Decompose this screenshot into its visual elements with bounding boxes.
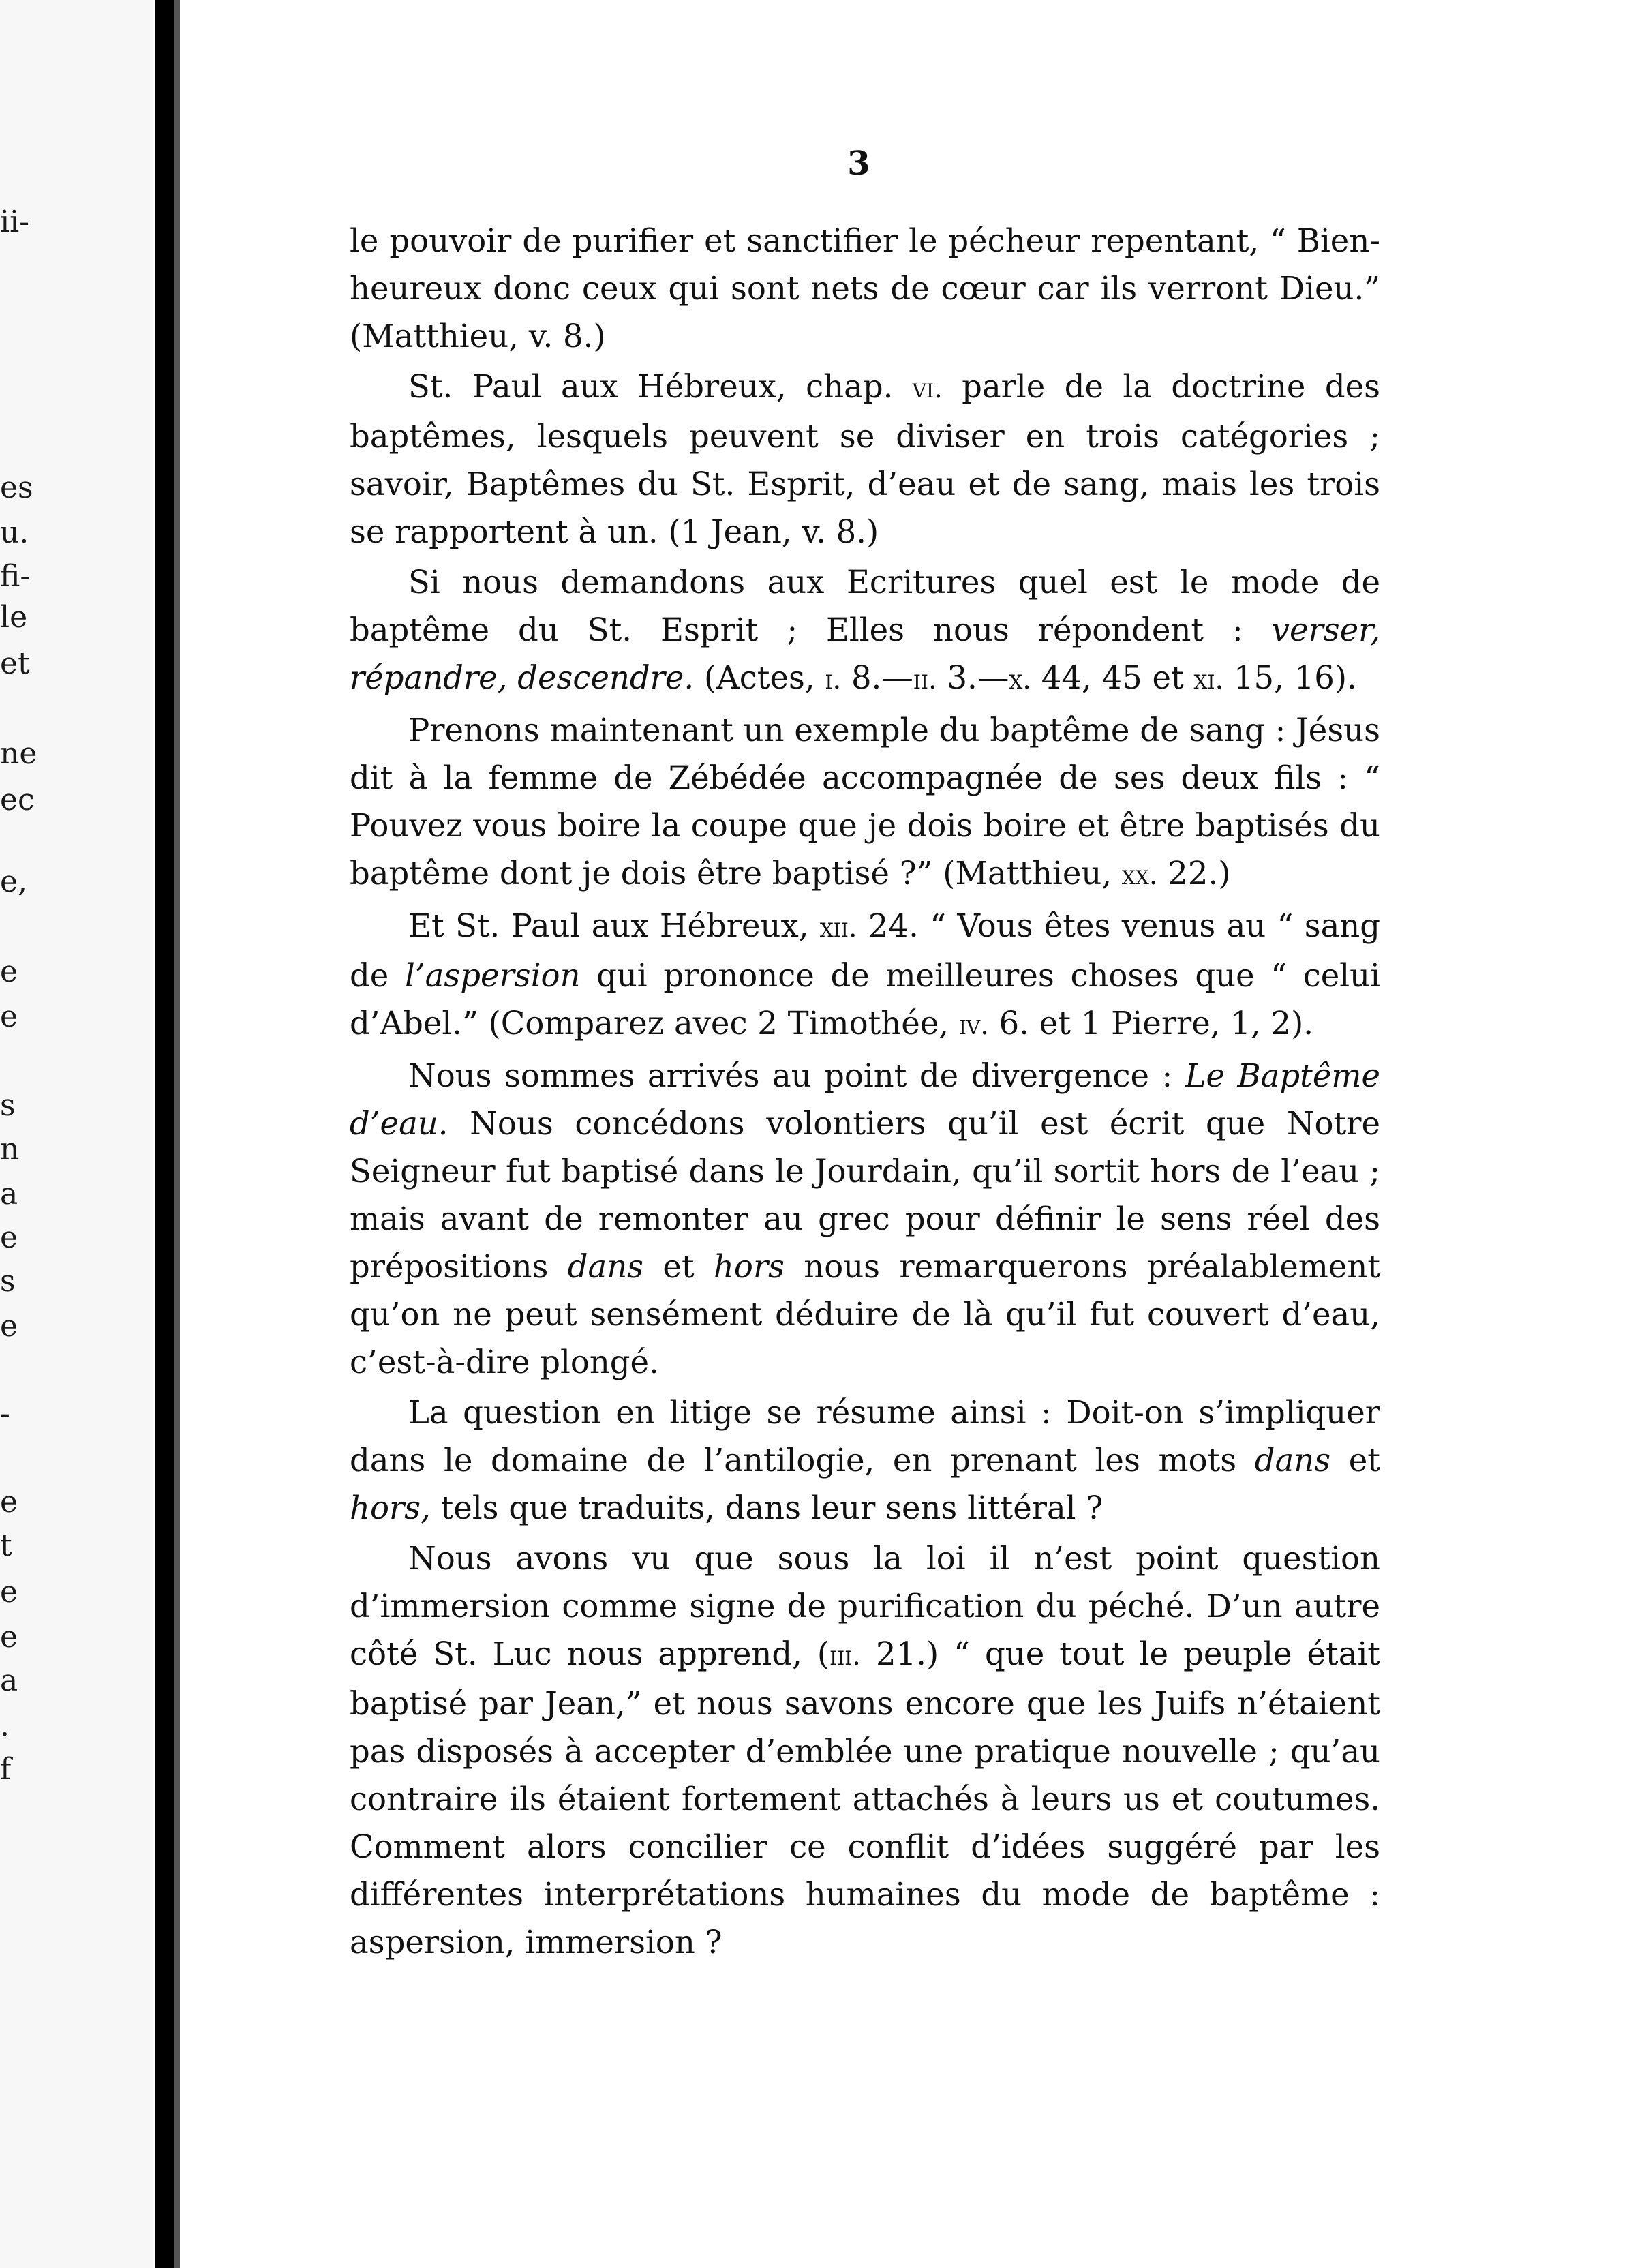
text-run: et bbox=[643, 1248, 714, 1285]
text-run: et bbox=[1330, 1442, 1380, 1479]
italic-text: verser, répandre, descendre. bbox=[350, 611, 1380, 696]
facing-page-fragment: n bbox=[0, 1132, 20, 1166]
text-run: 24. “ Vous êtes venus au “ sang de bbox=[350, 907, 1381, 994]
text-run: qui prononce de meilleures choses que “ celui d’Abel.” (Comparez avec 2 Timothée, bbox=[350, 957, 1380, 1042]
facing-page-fragment: e bbox=[0, 1220, 18, 1255]
roman-numeral: xx. bbox=[1121, 860, 1158, 891]
text-run: 21.) “ que tout le peuple était baptisé par Jean,” et nous savons encore que les Juifs n’étaient pas disposés à accepter d’emblée une pratique nouvelle ; qu’au contraire ils étaient fortement attachés à leurs us et coutumes. Comment alors concilier ce conflit d’idées suggéré par les différentes interprétations humaines du mode de baptême : aspersion, immersion ? bbox=[350, 1635, 1380, 1961]
facing-page-fragment: le bbox=[0, 600, 28, 635]
italic-text: hors, bbox=[350, 1490, 431, 1526]
facing-page-fragment: . bbox=[0, 1708, 10, 1743]
paragraph bbox=[350, 558, 1380, 704]
text-run: 6. et 1 Pierre, 1, 2). bbox=[988, 1005, 1314, 1042]
roman-numeral: x. bbox=[1009, 664, 1031, 695]
paragraph bbox=[350, 217, 1380, 360]
text-run: La question en litige se résume ainsi : Doit-on s’impliquer dans le domaine de l’antilogie, en prenant les mots bbox=[350, 1394, 1380, 1479]
roman-numeral: ii. bbox=[913, 664, 937, 695]
text-run: Nous avons vu que sous la loi il n’est point question d’immersion comme signe de purification du péché. D’un autre côté St. Luc nous apprend, ( bbox=[350, 1540, 1380, 1672]
facing-page-fragment: ii- bbox=[0, 205, 30, 239]
facing-page-fragment: e bbox=[0, 1309, 18, 1344]
binding-gutter bbox=[155, 0, 174, 2268]
italic-text: Le Baptême d’eau. bbox=[350, 1057, 1380, 1142]
facing-page-text-fragments bbox=[0, 0, 153, 2268]
text-run: 44, 45 et bbox=[1031, 659, 1194, 696]
facing-page-fragment: ec bbox=[0, 783, 35, 817]
facing-page-fragment: e bbox=[0, 1485, 18, 1519]
roman-numeral: vi. bbox=[912, 373, 943, 404]
text-run: Prenons maintenant un exemple du baptême de sang : Jésus dit à la femme de Zébédée accompagnée de ses deux fils : “ Pouvez vous boire la coupe que je dois boire et être baptisés du baptême dont je dois être baptisé ?” (Matthieu, bbox=[350, 712, 1380, 892]
roman-numeral: iii. bbox=[829, 1640, 861, 1672]
italic-text: dans bbox=[1254, 1442, 1331, 1479]
facing-page-fragment: es bbox=[0, 470, 33, 505]
facing-page-fragment: s bbox=[0, 1264, 16, 1299]
roman-numeral: xi. bbox=[1193, 664, 1224, 695]
facing-page-fragment: e bbox=[0, 1575, 18, 1609]
paragraph bbox=[350, 1052, 1380, 1386]
text-run: 22.) bbox=[1157, 855, 1231, 892]
facing-page-fragment: a bbox=[0, 1177, 18, 1211]
facing-page-fragment: ne bbox=[0, 736, 37, 771]
facing-page-fragment: - bbox=[0, 1396, 10, 1431]
text-run: 8.— bbox=[841, 659, 913, 696]
text-run: nous remarquerons préalablement qu’on ne peut sensément déduire de là qu’il fut couvert d’eau, c’est-à-dire plongé. bbox=[350, 1248, 1380, 1380]
text-run: Nous sommes arrivés au point de divergence : bbox=[408, 1057, 1185, 1094]
roman-numeral: i. bbox=[825, 664, 842, 695]
facing-page-fragment: s bbox=[0, 1088, 16, 1123]
text-run: 15, 16). bbox=[1223, 659, 1357, 696]
text-run: (Actes, bbox=[694, 659, 825, 696]
page-number: 3 bbox=[847, 145, 870, 183]
facing-page-fragment: t bbox=[0, 1528, 12, 1563]
paragraph bbox=[350, 363, 1380, 556]
body-text bbox=[350, 217, 1380, 1969]
paragraph bbox=[350, 1389, 1380, 1532]
paragraph bbox=[350, 706, 1380, 899]
italic-text: hors bbox=[713, 1248, 785, 1285]
facing-page-fragment: e, bbox=[0, 864, 28, 899]
text-run: tels que traduits, dans leur sens littéral ? bbox=[430, 1490, 1103, 1526]
text-run: parle de la doctrine des baptêmes, lesquels peuvent se diviser en trois catégories ; savoir, Baptêmes du St. Esprit, d’eau et de sang, mais les trois se rapportent à un. (1 Jean, v. 8.) bbox=[350, 368, 1380, 550]
facing-page-fragment: e bbox=[0, 954, 18, 989]
gutter-shadow bbox=[174, 0, 180, 2268]
facing-page-fragment: a bbox=[0, 1663, 18, 1698]
facing-page-fragment: e bbox=[0, 1620, 18, 1654]
text-run: Nous concédons volontiers qu’il est écrit que Notre Seigneur fut baptisé dans le Jourdain, qu’il sortit hors de l’eau ; mais avant de remonter au grec pour définir le sens réel des prépositions bbox=[350, 1105, 1380, 1285]
roman-numeral: iv. bbox=[958, 1010, 989, 1041]
paragraph bbox=[350, 902, 1380, 1049]
roman-numeral: xii. bbox=[819, 912, 857, 943]
facing-page-fragment: u. bbox=[0, 515, 29, 550]
facing-page-fragment: f bbox=[0, 1752, 12, 1787]
paragraph bbox=[350, 1534, 1380, 1966]
text-run: St. Paul aux Hébreux, chap. bbox=[408, 368, 913, 405]
text-run: 3.— bbox=[937, 659, 1009, 696]
text-run: le pouvoir de purifier et sanctifier le pécheur repentant, “ Bien-heureux donc ceux qui sont nets de cœur car ils verront Dieu.” (Matthieu, v. 8.) bbox=[350, 222, 1380, 354]
text-run: Et St. Paul aux Hébreux, bbox=[408, 907, 820, 944]
italic-text: dans bbox=[567, 1248, 644, 1285]
facing-page-fragment: et bbox=[0, 646, 30, 681]
facing-page-fragment: fi- bbox=[0, 559, 31, 594]
italic-text: l’aspersion bbox=[404, 957, 581, 994]
text-run: Si nous demandons aux Ecritures quel est le mode de baptême du St. Esprit ; Elles nous répondent : bbox=[350, 564, 1380, 648]
facing-page-fragment: e bbox=[0, 999, 18, 1034]
